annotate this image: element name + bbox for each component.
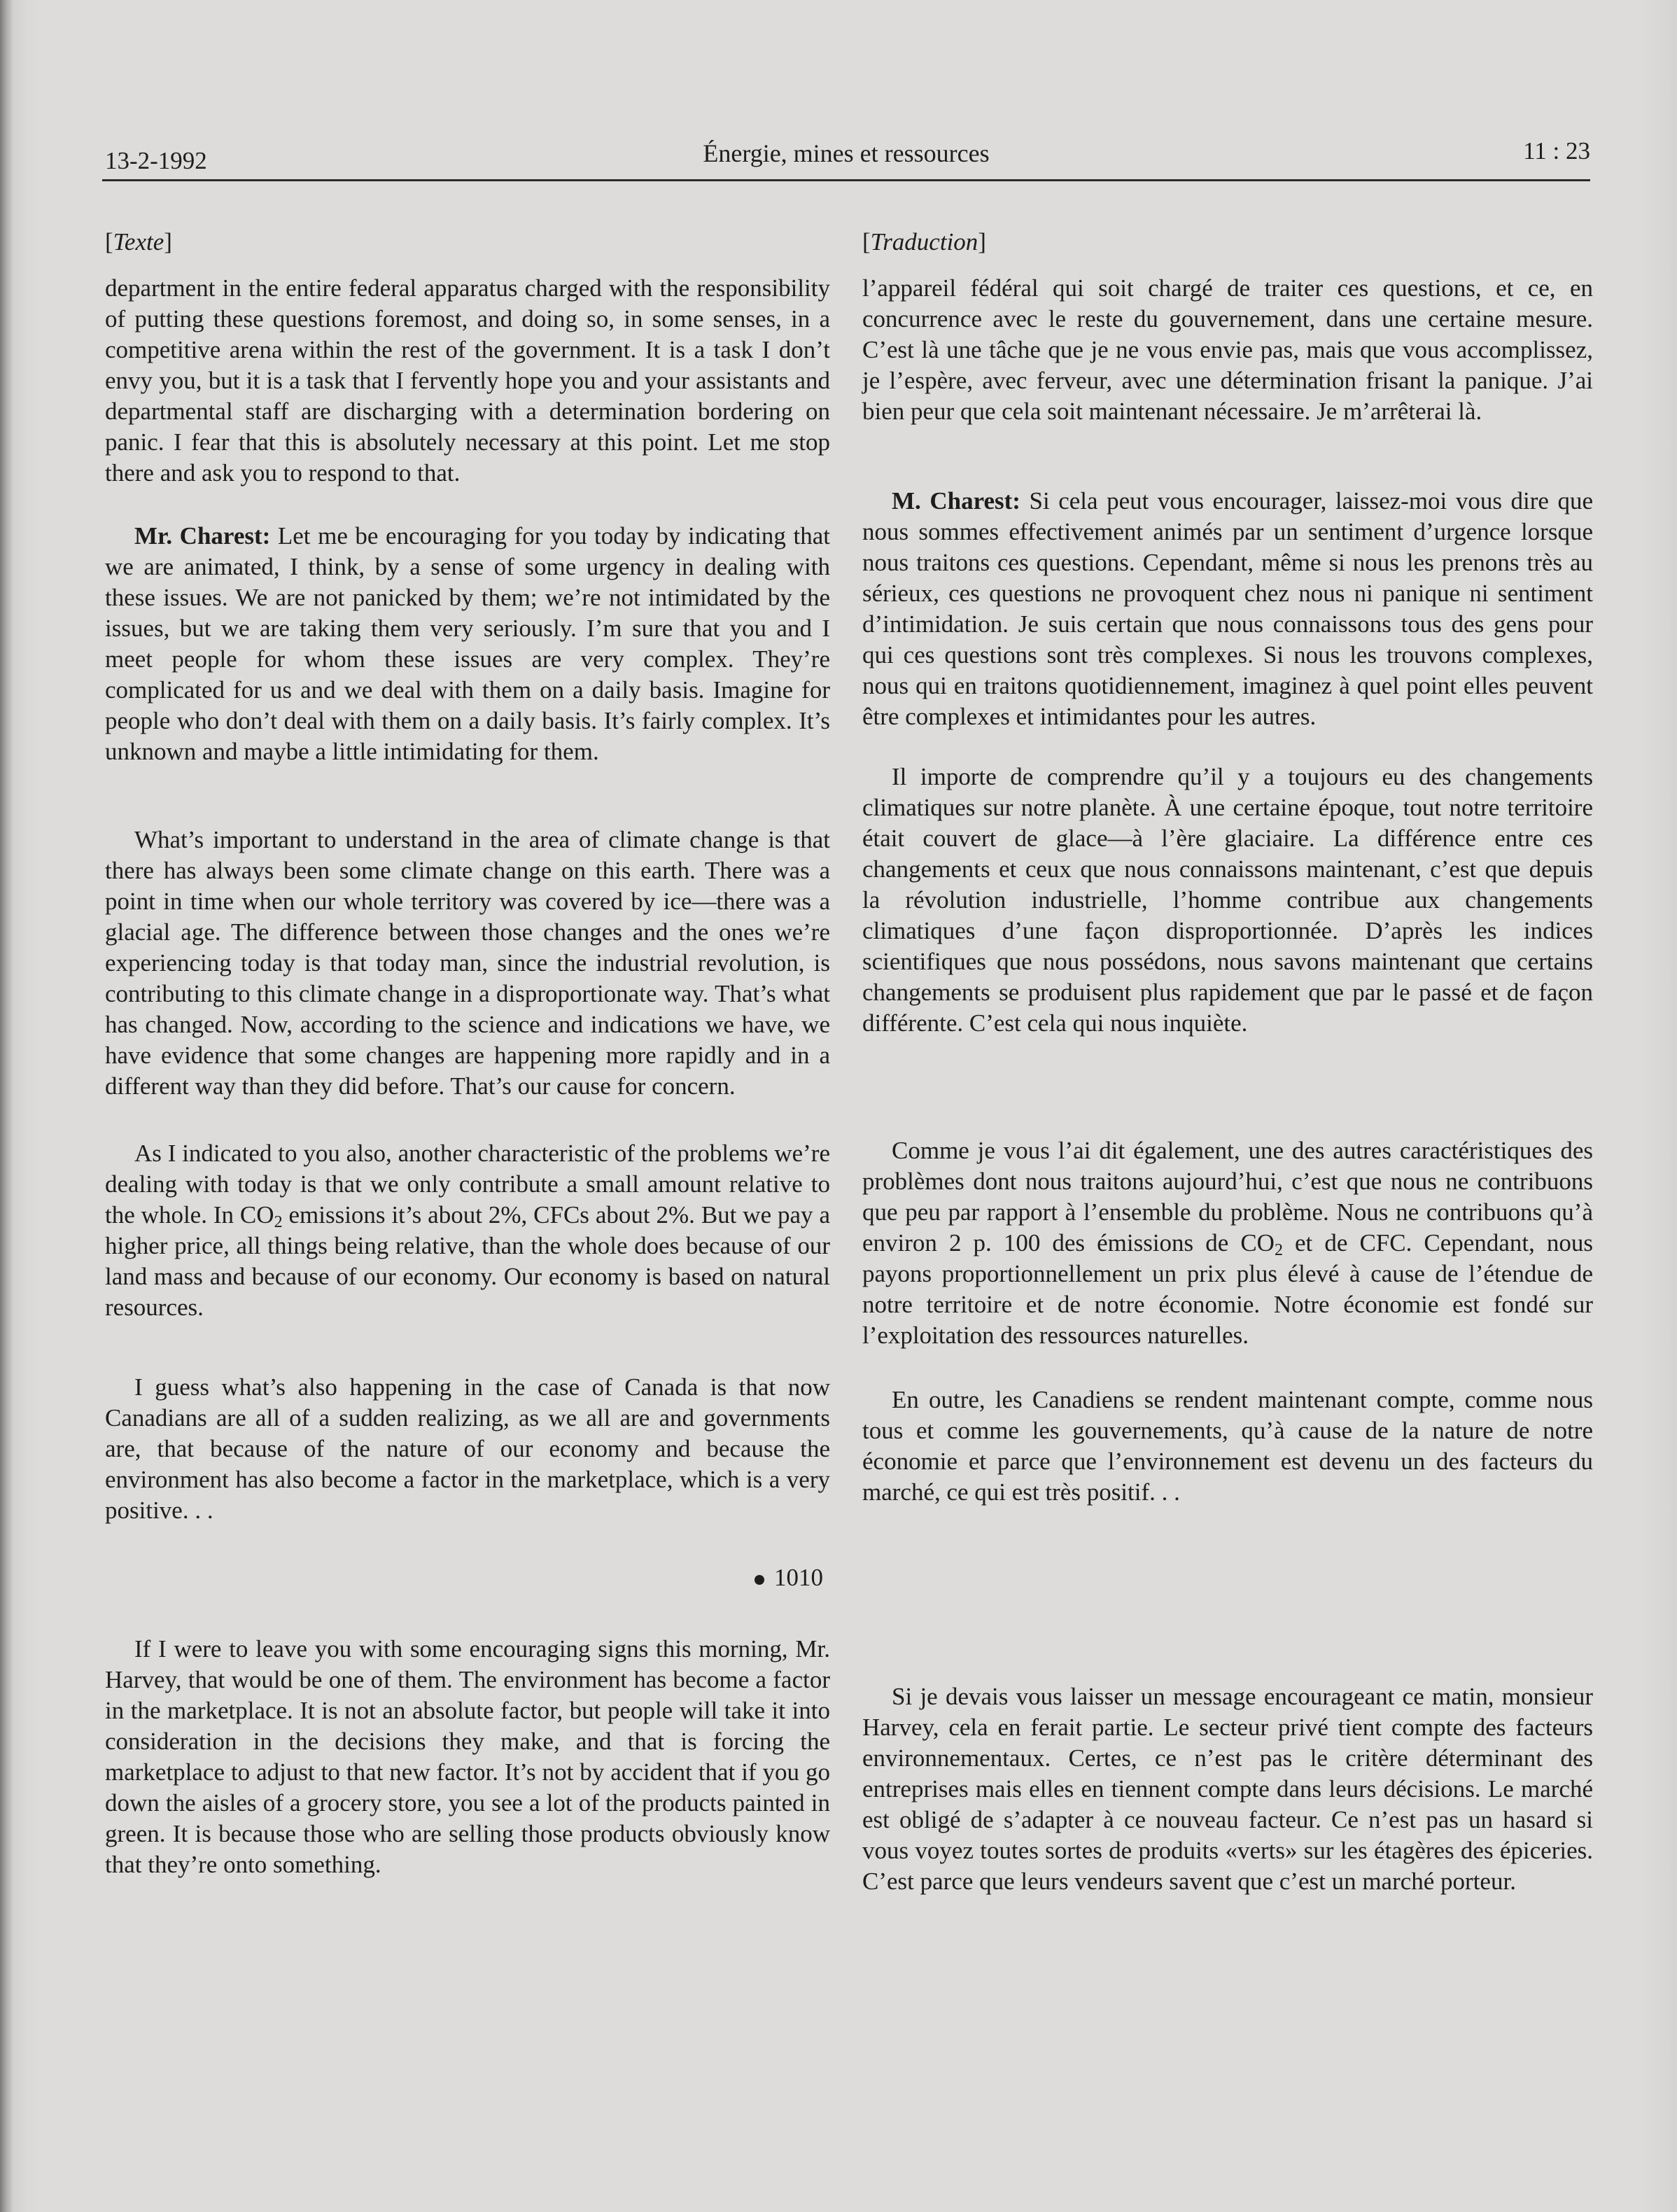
header-page-number: 11 : 23 (1523, 137, 1590, 164)
paragraph-4-text-a: Comme je vous l’ai dit également, une des autres caractéristiques des problèmes dont nous traitons aujourd’hui, c’est que nous ne contribuons que peu par rapport à l’ensemble du problème. Nous ne contribuons qu’à environ 2 p. 100 des émissions de CO (862, 1137, 1593, 1256)
speaker-name: M. Charest: (892, 487, 1020, 514)
paragraph-6: If I were to leave you with some encouraging signs this morning, Mr. Harvey, that would be one of them. The environment has become a factor in the marketplace. It is not an absolute factor, but people will take it into consideration in the decisions they make, and that is forcing the marketplace to adjust to that new factor. It’s not by accident that if you go down the aisles of a grocery store, you see a lot of the products painted in green. It is because those who are selling those products obviously know that they’re onto something. (105, 1635, 830, 1878)
paragraph-1: l’appareil fédéral qui soit chargé de traiter ces questions, et ce, en concurrence avec le reste du gouvernement, dans une certaine mesure. C’est là une tâche que je ne vous envie pas, mais que vous accomplissez, je l’espère, avec ferveur, avec une détermination frisant la panique. J’ai bien peur que cela soit maintenant nécessaire. Je m’arrêterai là. (862, 274, 1593, 425)
page-binding-shadow (0, 0, 13, 2212)
paragraph-1: department in the entire federal apparatus charged with the responsibility of putting these questions foremost, and doing so, in some senses, in a competitive arena within the rest of the government. It is a task I don’t envy you, but it is a task that I fervently hope you and your assistants and departmental staff are discharging with a determination bordering on panic. I fear that this is absolutely necessary at this point. Let me stop there and ask you to respond to that. (105, 274, 830, 486)
tag-label: Traduction (870, 228, 978, 255)
tag-open-bracket: [ (862, 228, 871, 255)
bullet-icon (755, 1575, 764, 1585)
paragraph-2 (105, 521, 830, 767)
paragraph-4-text-b: et de CFC. Cependant, nous payons proportionnellement un prix plus élevé à cause de l’étendue de notre territoire et de notre économie. Notre économie est fondé sur l’exploitation des ressources naturelles. (862, 1229, 1594, 1349)
paragraph-3: Il importe de comprendre qu’il y a toujours eu des changements climatiques sur notre planète. À une certaine époque, tout notre territoire était couvert de glace—à l’ère glaciaire. La différence entre ces changements et ceux que nous connaissons maintenant, c’est que depuis la révolution industrielle, l’homme contribue aux changements climatiques d’une façon disproportionnée. D’après les indices scientifiques que nous possédons, nous savons maintenant que certains changements se produisent plus rapidement que par le passé et de façon différente. C’est cela qui nous inquiète. (862, 763, 1593, 1037)
time-stamp-value: 1010 (774, 1564, 823, 1591)
header-date: 13-2-1992 (105, 147, 207, 174)
tag-close-bracket: ] (164, 228, 172, 255)
paragraph-4 (105, 1138, 830, 1323)
header-rule (102, 179, 1590, 181)
subscript-2: 2 (274, 1213, 283, 1231)
paragraph-2-text: Let me be encouraging for you today by indicating that we are animated, I think, by a sense of some urgency in dealing with these issues. We are not panicked by them; we’re not intimidated by the issues, but we are taking them very seriously. I’m sure that you and I meet people for whom these issues are very complex. They’re complicated for us and we deal with them on a daily basis. Imagine for people who don’t deal with them on a daily basis. It’s fairly complex. It’s unknown and maybe a little intimidating for them. (105, 522, 830, 765)
paragraph-6: Si je devais vous laisser un message encourageant ce matin, monsieur Harvey, cela en ferait partie. Le secteur privé tient compte des facteurs environnementaux. Certes, ce n’est pas le critère déterminant des entreprises mais elles en tiennent compte dans leurs décisions. Le marché est obligé de s’adapter à ce nouveau facteur. Ce n’est pas un hasard si vous voyez toutes sortes de produits «verts» sur les étagères des épiceries. C’est parce que leurs vendeurs savent que c’est un marché porteur. (862, 1683, 1593, 1895)
paragraph-2-text: Si cela peut vous encourager, laissez-moi vous dire que nous sommes effectivement animés par un sentiment d’urgence lorsque nous traitons ces questions. Cependant, même si nous les prenons très au sérieux, ces questions ne provoquent chez nous ni panique ni sentiment d’intimidation. Je suis certain que nous connaissons tous des gens pour qui ces questions sont très complexes. Si nous les trouvons complexes, nous qui en traitons quotidiennement, imaginez à quel point elles peuvent être complexes et intimidantes pour les autres. (862, 487, 1593, 730)
tag-open-bracket: [ (105, 228, 113, 255)
paragraph-5: En outre, les Canadiens se rendent maintenant compte, comme nous tous et comme les gouvernements, qu’à cause de la nature de notre économie et parce que l’environnement est devenu un des facteurs du marché, ce qui est très positif. . . (862, 1386, 1593, 1506)
time-stamp (105, 1562, 830, 1593)
language-tag-texte (105, 227, 830, 258)
paragraph-2 (862, 486, 1593, 732)
paragraph-4-text-a: As I indicated to you also, another characteristic of the problems we’re dealing with today is that we only contribute a small amount relative to the whole. In CO (105, 1140, 830, 1228)
column-english (105, 227, 830, 1880)
header-title: Énergie, mines et ressources (703, 139, 990, 167)
running-header (102, 137, 1590, 179)
tag-close-bracket: ] (978, 228, 986, 255)
subscript-2: 2 (1274, 1241, 1283, 1259)
column-french (862, 227, 1593, 1897)
paragraph-4-text-b: emissions it’s about 2%, CFCs about 2%. But we pay a higher price, all things being relative, than the whole does because of our land mass and because of our economy. Our economy is based on natural resources. (105, 1201, 830, 1321)
tag-label: Texte (113, 228, 164, 255)
paragraph-5: I guess what’s also happening in the case of Canada is that now Canadians are all of a sudden realizing, as we all are and governments are, that because of the nature of our economy and because the environment has also become a factor in the marketplace, which is a very positive. . . (105, 1373, 830, 1524)
speaker-name: Mr. Charest: (134, 522, 271, 550)
language-tag-traduction (862, 227, 1593, 258)
paragraph-3: What’s important to understand in the area of climate change is that there has always been some climate change on this earth. There was a point in time when our whole territory was covered by ice—there was a glacial age. The difference between those changes and the ones we’re experiencing today is that today man, since the industrial revolution, is contributing to this climate change in a disproportionate way. That’s what has changed. Now, according to the science and indications we have, we have evidence that some changes are happening more rapidly and in a different way than they did before. That’s our cause for concern. (105, 826, 830, 1100)
paragraph-4 (862, 1135, 1593, 1351)
